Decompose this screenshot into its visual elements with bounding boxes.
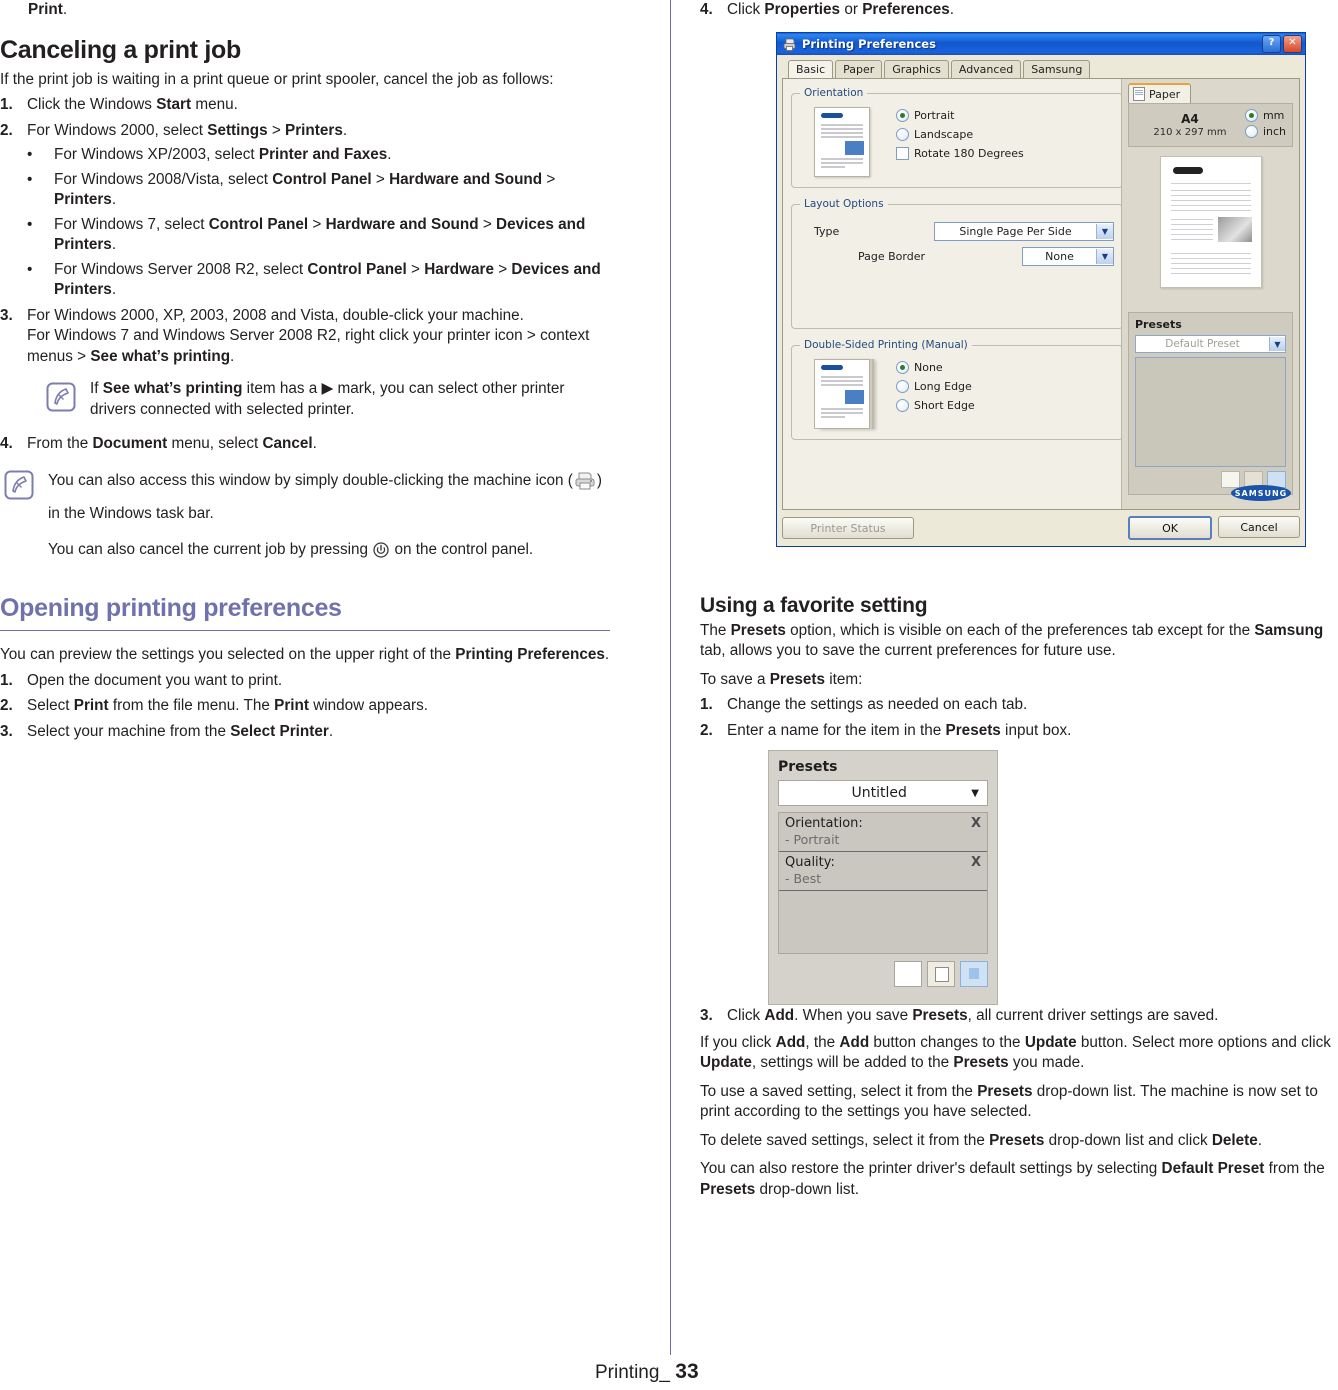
double-sided-long-edge-label: Long Edge [914,380,972,393]
rotate-180-label: Rotate 180 Degrees [914,147,1024,160]
step-text: Change the settings as needed on each tab. [727,696,1028,713]
bullet-text: For Windows 2008/Vista, select Control Panel > Hardware and Sound > Printers. [54,170,556,208]
orientation-landscape-option[interactable] [896,128,1024,141]
list-item [700,0,1338,21]
note-text [80,379,610,420]
step-text: Open the document you want to print. [27,671,283,689]
paragraph-use-preset: To use a saved setting, select it from the Presets drop-down list. The machine is now set to print according to the settings you have selected. [700,1082,1318,1120]
preset-new-button[interactable] [894,961,922,987]
note-icon [4,467,38,566]
cancel-intro: If the print job is waiting in a print queue or print spooler, cancel the job as follows: [0,70,554,88]
step-text: Enter a name for the item in the Presets input box. [727,721,1072,739]
step-number: 2. [0,697,13,714]
note3-pre: You can also cancel the current job by pressing [48,540,373,558]
remove-icon[interactable]: X [970,816,981,831]
lead-tail: . [62,1,68,18]
bullet-marker: • [27,260,33,278]
step-number: 3. [700,1007,713,1024]
note-block [0,467,610,566]
chevron-down-icon: ▼ [1096,224,1113,239]
note2-post: ) in the Windows task bar. [48,471,602,522]
unit-mm-option[interactable] [1245,109,1286,122]
paragraph-restore-default: You can also restore the printer driver's default settings by selecting Default Preset from the Presets drop-down list. [700,1160,1325,1198]
orientation-group [791,87,1123,188]
double-sided-long-edge-option[interactable] [896,380,975,393]
orientation-portrait-label: Portrait [914,109,955,122]
help-button[interactable]: ? [1262,35,1281,53]
list-item [0,95,610,116]
double-sided-short-edge-label: Short Edge [914,399,975,412]
radio-icon [896,399,909,412]
presets-widget-value: Untitled [851,785,907,801]
list-item [0,170,610,211]
close-button[interactable]: ✕ [1283,35,1302,53]
printer-status-button[interactable]: Printer Status [782,517,914,539]
radio-icon [896,109,909,122]
type-value: Single Page Per Side [959,225,1072,238]
chevron-down-icon: ▼ [1269,337,1285,351]
remove-icon[interactable]: X [970,855,981,870]
step-number: 1. [700,696,713,713]
printer-icon [573,470,597,500]
bullet-marker: • [27,215,33,233]
step-number: 4. [0,435,13,452]
list-item [700,1006,1338,1027]
step-text [27,306,610,368]
column-divider [670,0,671,1355]
left-column [0,0,640,742]
tab-panel-basic [782,78,1300,510]
paper-tab-label: Paper [1149,87,1181,101]
presets-widget-screenshot[interactable] [768,750,998,1005]
list-item [0,434,610,455]
orientation-landscape-label: Landscape [914,128,974,141]
bullet-text: For Windows XP/2003, select Printer and Faxes. [54,146,392,163]
presets-list[interactable] [1135,357,1286,467]
paper-size: A4 [1181,112,1199,126]
presets-dropdown[interactable] [1135,335,1286,353]
section-heading-printing-preferences: Opening printing preferences [0,593,610,631]
tab-paper[interactable]: Paper [835,60,882,78]
step-number: 2. [700,721,713,739]
page-title: Canceling a print job [0,35,241,64]
preset-item-key: Orientation: [785,816,863,831]
list-item [700,695,1338,716]
double-sided-none-option[interactable] [896,361,975,374]
paragraph-add-update: If you click Add, the Add button changes to the Update button. Select more options and click Update, settings will be added to the Presets you made. [700,1033,1331,1071]
presets-title: Presets [1135,318,1182,331]
list-item [0,722,610,743]
list-item [779,813,987,852]
step-number: 4. [700,1,713,18]
page-footer [0,1355,1338,1390]
radio-icon [896,128,909,141]
list-item [0,260,610,301]
dialog-title: Printing Preferences [802,37,936,51]
note3-post: on the control panel. [390,540,534,558]
presets-widget-title: Presets [778,759,838,775]
bullet-text: For Windows Server 2008 R2, select Control Panel > Hardware > Devices and Printers. [54,260,601,298]
dialog-body [777,55,1305,546]
list-item [779,852,987,891]
tab-basic[interactable]: Basic [788,60,833,79]
preset-new-button[interactable] [1221,471,1240,488]
footer-text [595,1360,699,1385]
page-preview-image [1160,156,1262,288]
double-sided-none-label: None [914,361,943,374]
checkbox-icon [896,147,909,160]
unit-inch-label: inch [1262,125,1286,138]
note-paragraph: If See what’s printing item has a ▶ mark, you can select other printer drivers connected with selected printer. [90,380,565,418]
tab-advanced[interactable]: Advanced [951,60,1021,78]
dialog-window-buttons [1262,35,1302,53]
preset-save-button[interactable] [927,961,955,987]
double-sided-short-edge-option[interactable] [896,399,975,412]
printer-window-icon [782,37,798,51]
bullet-marker: • [27,146,33,163]
presets-widget-dropdown[interactable] [778,780,988,806]
bullet-text: For Windows 7, select Control Panel > Hardware and Sound > Devices and Printers. [54,215,586,253]
power-icon [372,541,390,566]
note-icon [46,379,80,420]
note-block [0,379,610,420]
dialog-footer [782,516,1300,540]
list-item [700,721,1338,742]
footer-page-number: 33 [675,1360,699,1383]
presets-widget-list [778,812,988,954]
step-text: Click the Windows Start menu. [27,96,238,113]
list-item [0,215,610,256]
page-border-label: Page Border [858,250,926,263]
double-sided-legend: Double-Sided Printing (Manual) [804,339,968,351]
orientation-legend: Orientation [804,87,864,99]
preset-delete-button[interactable] [960,961,988,987]
unit-inch-option[interactable] [1245,125,1286,138]
note-paragraph [48,467,610,528]
ok-button[interactable]: OK [1128,516,1212,540]
tab-samsung[interactable]: Samsung [1023,60,1090,78]
list-item [0,145,610,166]
step-number: 1. [0,96,13,113]
type-label: Type [814,225,840,238]
double-sided-preview-thumbnail [814,359,870,429]
layout-options-group [791,198,1123,329]
step-text: Select Print from the file menu. The Print window appears. [27,697,429,714]
lead-line [28,0,610,21]
orientation-preview-thumbnail [814,107,870,177]
basic-settings-area [783,79,1131,509]
samsung-logo: SAMSUNG [1231,485,1291,501]
bullet-marker: • [27,170,33,188]
preset-item-value: - Portrait [785,832,840,847]
rotate-180-checkbox[interactable] [896,147,1024,160]
right-column [700,0,1338,1202]
favorite-paragraph-1: The Presets option, which is visible on each of the preferences tab except for the Samsung tab, allows you to save the current preferences for future use. [700,621,1324,659]
dialog-tabs [782,59,1300,78]
presets-widget-buttons [778,961,988,987]
list-item [0,671,610,692]
step-number: 3. [0,306,13,324]
dialog-title-bar [777,33,1305,55]
chevron-down-icon: ▼ [1096,249,1113,264]
document-icon [1133,87,1145,101]
double-sided-printing-group [791,339,1123,440]
note-paragraph [48,540,610,566]
page-border-value: None [1045,250,1074,263]
step-text: Click Properties or Preferences. [727,1,955,18]
prefs-intro: You can preview the settings you selected on the upper right of the Printing Preferences. [0,646,610,663]
unit-mm-label: mm [1262,109,1285,122]
radio-icon [896,361,909,374]
step-number: 2. [0,121,13,139]
radio-icon [1245,125,1258,138]
footer-chapter: Printing_ [595,1362,670,1383]
list-item [0,306,610,368]
preview-panel [1121,79,1299,509]
step3-line2: For Windows 7 and Windows Server 2008 R2, right click your printer icon > context menus > See what’s printing. [27,327,590,365]
type-dropdown[interactable] [934,222,1114,241]
orientation-portrait-option[interactable] [896,109,1024,122]
note-text [38,467,610,566]
favorite-setting-section [700,593,1338,742]
section-heading-favorite-setting: Using a favorite setting [700,593,928,617]
favorite-paragraph-2: To save a Presets item: [700,670,863,688]
lead-bold: Print [28,1,63,18]
paper-summary [1128,103,1293,147]
tab-graphics[interactable]: Graphics [884,60,949,78]
presets-value: Default Preset [1165,338,1240,350]
paragraph-delete-preset: To delete saved settings, select it from the Presets drop-down list and click Delete. [700,1131,1263,1149]
radio-icon [896,380,909,393]
presets-explanation [700,1006,1338,1200]
chevron-down-icon: ▼ [971,787,979,799]
step-text: For Windows 2000, select Settings > Printers. [27,121,348,139]
cancel-button[interactable]: Cancel [1218,516,1300,538]
layout-options-legend: Layout Options [804,198,884,210]
paper-preview-tab[interactable] [1128,83,1299,103]
step-text: From the Document menu, select Cancel. [27,435,317,452]
paper-dimensions: 210 x 297 mm [1153,127,1227,138]
printing-preferences-dialog[interactable] [776,32,1306,547]
step-text: Select your machine from the Select Printer. [27,722,334,740]
step3-line1: For Windows 2000, XP, 2003, 2008 and Vista, double-click your machine. [27,306,524,324]
step-number: 3. [0,722,13,740]
radio-icon [1245,109,1258,122]
step-text: Click Add. When you save Presets, all current driver settings are saved. [727,1007,1219,1024]
step-number: 1. [0,671,13,689]
note2-pre: You can also access this window by simply double-clicking the machine icon ( [48,471,573,489]
preset-item-value: - Best [785,871,822,886]
list-item [0,121,610,142]
preset-item-key: Quality: [785,855,835,870]
presets-panel [1128,312,1293,495]
page-border-dropdown[interactable] [1022,247,1114,266]
list-item [0,696,610,717]
